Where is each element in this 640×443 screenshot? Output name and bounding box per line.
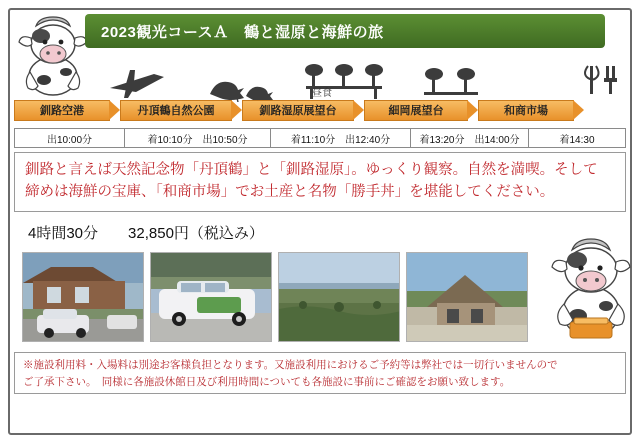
photo-gallery [22, 252, 528, 342]
duration-text: 4時間30分 [28, 225, 99, 242]
photo-4 [406, 252, 528, 342]
viewpoint-icon [424, 68, 478, 95]
notice-box [14, 352, 626, 394]
schedule-row [14, 128, 626, 148]
route-stop-label: 釧路空港 [40, 105, 84, 117]
title-text: 2023観光コースＡ 鶴と湿原と海鮮の旅 [101, 23, 384, 41]
route-stop-label: 釧路湿原展望台 [259, 105, 337, 117]
page-title [85, 14, 605, 48]
route-stop-3 [242, 100, 354, 121]
restaurant-icon [585, 66, 617, 94]
route-band [14, 58, 626, 126]
route-stop-label: 細岡展望台 [388, 105, 444, 117]
route-stop-label: 丹頂鶴自然公園 [137, 105, 215, 117]
schedule-cell-4: 着13:20分 出14:00分 [411, 129, 529, 147]
photo-2 [150, 252, 272, 342]
route-stop-5 [478, 100, 574, 121]
summary-line [28, 222, 264, 243]
schedule-cell-3: 着11:10分 出12:40分 [271, 129, 411, 147]
schedule-cell-2: 着10:10分 出10:50分 [125, 129, 271, 147]
cow-mascot-bottom-icon [548, 230, 634, 342]
course-description [14, 152, 626, 212]
photo-3 [278, 252, 400, 342]
route-stop-2 [120, 100, 232, 121]
notice-line-2: ご了承下さい。 同様に各施設休館日及び利用時間についても各施設に事前にご確認をお願い致します。 [23, 375, 511, 388]
airplane-icon [110, 70, 164, 98]
course-description-line-1: 釧路と言えば天然記念物「丹頂鶴」と「釧路湿原」。ゆっくり観察。自然を満喫。そして [25, 162, 598, 178]
course-description-line-2: 締めは海鮮の宝庫、「和商市場」でお土産と名物「勝手丼」を堪能してください。 [25, 184, 555, 201]
price-text: 32,850円（税込み） [128, 225, 264, 242]
route-stop-1 [14, 100, 110, 121]
schedule-cell-5: 着14:30 [559, 134, 595, 146]
photo-1 [22, 252, 144, 342]
notice-line-1: ※施設利用料・入場料は別途お客様負担となります。又施設利用におけるご予約等は弊社では一切行いませんので [23, 359, 558, 371]
route-stop-label: 和商市場 [504, 105, 548, 117]
route-stops [14, 99, 626, 121]
lunch-label: 昼食 [312, 88, 332, 99]
route-stop-4 [364, 100, 468, 121]
schedule-cell-1: 出10:00分 [15, 129, 125, 147]
